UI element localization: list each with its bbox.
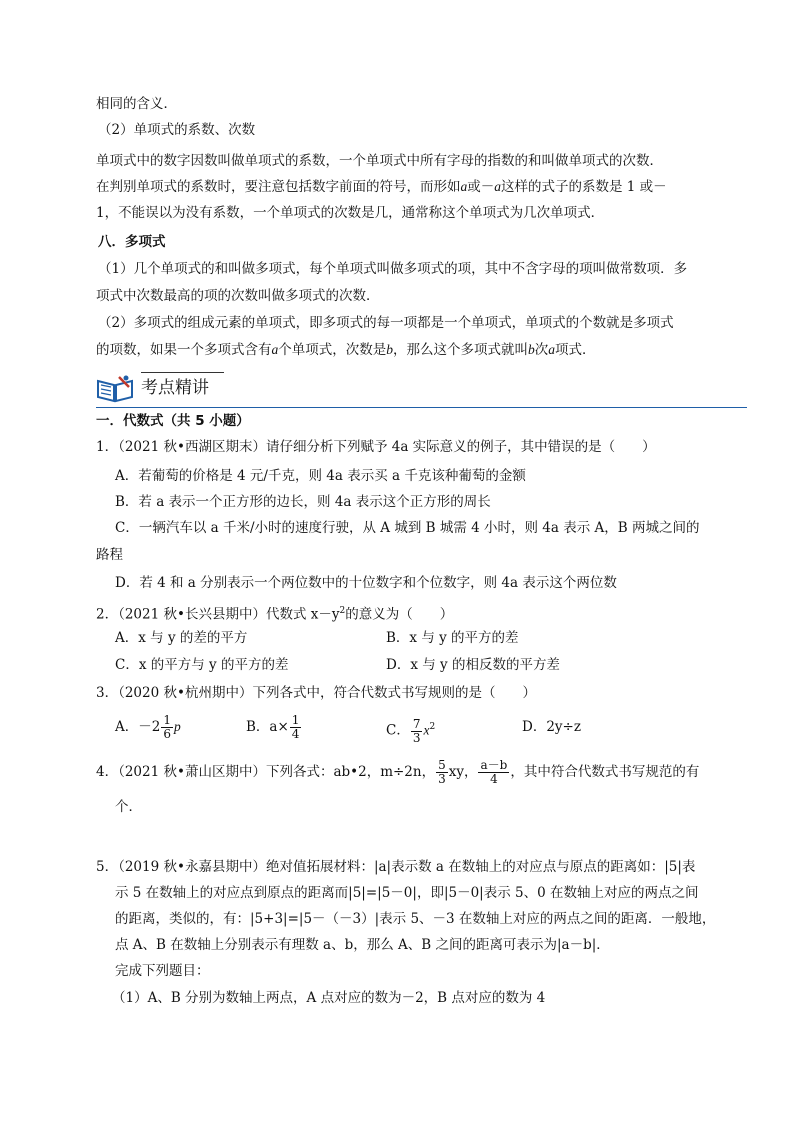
denominator: 3 (438, 772, 446, 786)
text-segment: 或－ (467, 179, 495, 195)
fraction (436, 759, 448, 786)
option-d: D．x 与 y 的相反数的平方差 (386, 657, 560, 673)
text-segment: 2．（2021 秋•长兴县期中）代数式 x－y (96, 606, 340, 623)
title-overline (141, 372, 224, 373)
text-segment: 这样的式子的系数是 1 或－ (501, 179, 667, 195)
text-line: 项式中次数最高的项的次数叫做多项式的次数． (96, 288, 380, 304)
variable: a (548, 342, 555, 357)
text-segment: 个单项式，次数是 (278, 342, 387, 358)
option-c: C．x 的平方与 y 的平方的差 (115, 657, 289, 673)
text-segment: 项式． (555, 342, 596, 358)
question-text: 完成下列题目： (115, 963, 210, 979)
fraction (290, 714, 302, 741)
question-text: 的距离，类似的，有：|5+3|=|5－（－3）|表示 5、－3 在数轴上对应的两点之间的距离．一般地， (115, 911, 716, 927)
text-segment: 4．（2021 秋•萧山区期中）下列各式：ab•2，m÷2n， (96, 764, 436, 780)
option-d: D．若 4 和 a 分别表示一个两位数中的十位数字和个位数字，则 4a 表示这个两位数 (115, 575, 617, 591)
text-line: （2）多项式的组成元素的单项式，即多项式的每一项都是一个单项式，单项式的个数就是多项式 (98, 315, 674, 331)
text-segment: ，那么这个多项式就叫 (393, 342, 528, 358)
variable: a (271, 342, 279, 357)
sub-question: （1）A、B 分别为数轴上两点，A 点对应的数为－2，B 点对应的数为 4 (112, 990, 546, 1006)
question-text: 点 A、B 在数轴上分别表示有理数 a、b，那么 A、B 之间的距离可表示为|a－b|． (115, 937, 610, 953)
fraction (478, 759, 509, 786)
option-a: A．x 与 y 的差的平方 (115, 630, 248, 646)
question-stem: 3．（2020 秋•杭州期中）下列各式中，符合代数式书写规则的是（ ） (96, 685, 536, 701)
text-segment: 的意义为（ ） (345, 606, 454, 623)
option-d: D．2y÷z (522, 719, 581, 735)
numerator: 1 (291, 713, 300, 727)
section-rule (96, 407, 747, 408)
text-line: （1）几个单项式的和叫做多项式，每个单项式叫做多项式的项，其中不含字母的项叫做常数项．多 (98, 261, 688, 277)
subsection-heading: 一．代数式（共 5 小题） (96, 413, 250, 429)
text-segment: A．－2 (115, 719, 161, 735)
section-heading: 八．多项式 (98, 234, 166, 250)
text-segment: 在判别单项式的系数时，要注意包括数字前面的符号，而形如 (96, 179, 461, 195)
text-line: 相同的含义． (96, 96, 177, 112)
variable: b (528, 342, 535, 357)
text-line: 单项式中的数字因数叫做单项式的系数，一个单项式中所有字母的指数的和叫做单项式的次数． (96, 153, 663, 169)
question-text: 示 5 在数轴上的对应点到原点的距离而|5|=|5－0|，即|5－0|表示 5、0 在数轴上对应的两点之间 (115, 885, 699, 901)
text-line (96, 340, 596, 360)
variable: a (460, 179, 468, 194)
numerator: a－b (480, 758, 508, 772)
text-segment: C． (386, 722, 410, 739)
option-c-cont: 路程 (96, 547, 123, 563)
exponent: 2 (429, 722, 436, 732)
fraction (161, 714, 173, 741)
denominator: 6 (163, 727, 171, 741)
text-line: （2）单项式的系数、次数 (98, 122, 256, 138)
numerator: 1 (163, 713, 171, 727)
question-stem-cont: 个． (115, 799, 142, 815)
denominator: 4 (490, 772, 498, 786)
section-title: 考点精讲 (141, 378, 209, 398)
denominator: 3 (412, 730, 421, 745)
option-c: C．一辆汽车以 a 千米/小时的速度行驶，从 A 城到 B 城需 4 小时，则 4a 表示 A，B 两城之间的 (115, 520, 700, 536)
numerator: 7 (412, 716, 421, 731)
fraction (411, 718, 423, 745)
variable: p (173, 719, 181, 734)
option-b: B．x 与 y 的平方的差 (386, 630, 519, 646)
question-stem (96, 601, 453, 625)
book-icon (95, 373, 135, 403)
option-a (115, 712, 181, 742)
question-stem: 1．（2021 秋•西湖区期末）请仔细分析下列赋予 4a 实际意义的例子，其中错误的是（ ） (96, 439, 656, 455)
question-stem (96, 757, 699, 787)
text-segment: 次 (534, 342, 549, 358)
option-a: A．若葡萄的价格是 4 元/千克，则 4a 表示买 a 千克该种葡萄的金额 (115, 468, 526, 484)
variable: a (494, 179, 501, 194)
option-b: B．若 a 表示一个正方形的边长，则 4a 表示这个正方形的周长 (115, 494, 491, 510)
denominator: 4 (291, 727, 300, 741)
option-b (246, 712, 302, 742)
variable: x (423, 722, 430, 738)
option-c (386, 712, 435, 746)
text-segment: xy， (448, 764, 478, 780)
numerator: 5 (438, 758, 446, 772)
variable: b (386, 342, 393, 357)
exponent: 2 (339, 606, 346, 616)
text-segment: B．a× (246, 719, 289, 735)
text-segment: 的项数，如果一个多项式含有 (96, 342, 272, 358)
text-segment: ，其中符合代数式书写规范的有 (510, 764, 700, 780)
text-line: 1，不能误以为没有系数，一个单项式的次数是几，通常称这个单项式为几次单项式． (96, 205, 605, 221)
text-line (96, 177, 667, 197)
question-stem: 5．（2019 秋•永嘉县期中）绝对值拓展材料：|a|表示数 a 在数轴上的对应点与原点的距离如：|5|表 (96, 859, 696, 875)
